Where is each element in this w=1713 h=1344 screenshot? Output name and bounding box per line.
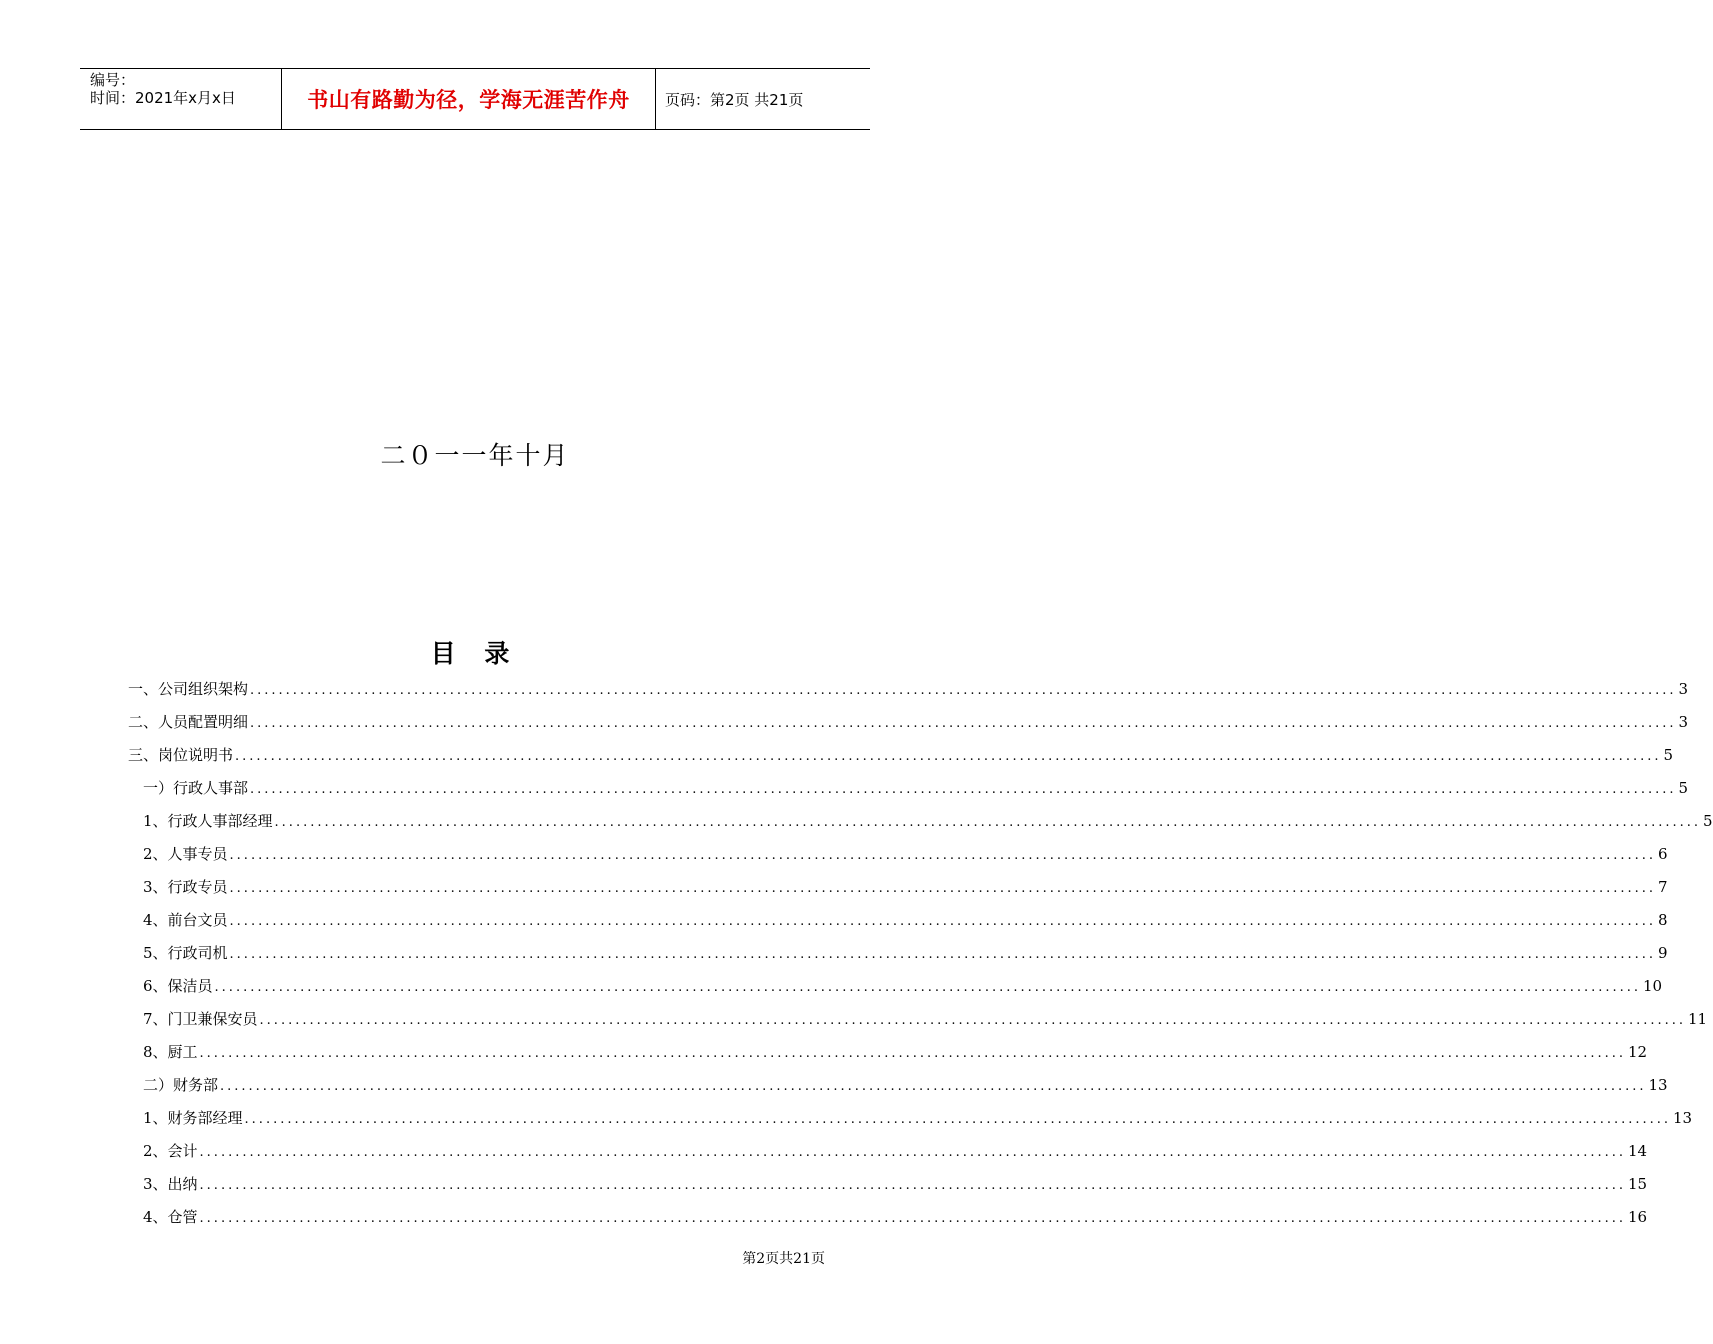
header-page-info: 页码：第2页 共21页 [665,90,804,109]
toc-title: 目 录 [430,639,520,668]
toc-entry[interactable] [128,676,1689,709]
toc-dot-leader: ........................................................................................................................................................................................................ [229,848,1657,863]
toc-dot-leader: ........................................................................................................................................................................................................ [220,1079,1647,1094]
toc-entry-label: 三、岗位说明书 [128,746,234,764]
toc-entry[interactable] [128,775,1689,808]
toc-entry[interactable] [128,973,1663,1006]
toc-dot-leader: ........................................................................................................................................................................................................ [259,1013,1687,1028]
toc-entry-page: 7 [1658,878,1668,896]
page-footer: 第2页共21页 [742,1251,825,1267]
toc-entry-page: 5 [1703,812,1713,830]
toc-dot-leader: ........................................................................................................................................................................................................ [235,749,1662,764]
toc-entry-page: 5 [1678,779,1689,797]
toc-entry-page: 11 [1688,1010,1708,1028]
table-of-contents [128,676,1713,1237]
toc-entry-label: 5、行政司机 [143,944,228,962]
toc-entry[interactable] [128,907,1668,940]
toc-entry-label: 4、前台文员 [143,911,228,929]
toc-entry[interactable] [128,709,1689,742]
toc-dot-leader: ........................................................................................................................................................................................................ [199,1178,1627,1193]
toc-entry-page: 3 [1678,680,1689,698]
toc-entry[interactable] [128,1171,1648,1204]
toc-dot-leader: ........................................................................................................................................................................................................ [244,1112,1672,1127]
page-header [80,68,870,130]
toc-entry[interactable] [128,841,1668,874]
toc-entry-page: 16 [1628,1208,1648,1226]
toc-entry[interactable] [128,1138,1648,1171]
header-motto-cell [281,69,656,129]
toc-entry[interactable] [128,1204,1648,1237]
header-motto: 书山有路勤为径，学海无涯苦作舟 [307,88,630,112]
toc-entry-page: 12 [1628,1043,1648,1061]
toc-entry-label: 二、人员配置明细 [128,713,249,731]
toc-entry-label: 7、门卫兼保安员 [143,1010,258,1028]
toc-entry-label: 3、出纳 [143,1175,198,1193]
toc-entry-label: 二）财务部 [143,1076,219,1094]
toc-entry-page: 9 [1658,944,1668,962]
toc-entry[interactable] [128,874,1668,907]
toc-dot-leader: ........................................................................................................................................................................................................ [274,815,1702,830]
toc-dot-leader: ........................................................................................................................................................................................................ [229,914,1657,929]
toc-entry-page: 13 [1673,1109,1693,1127]
toc-entry-label: 1、行政人事部经理 [143,812,273,830]
toc-entry[interactable] [128,1072,1668,1105]
toc-entry[interactable] [128,940,1668,973]
toc-entry-page: 14 [1628,1142,1648,1160]
toc-entry-page: 8 [1658,911,1668,929]
toc-entry-page: 6 [1658,845,1668,863]
toc-dot-leader: ........................................................................................................................................................................................................ [229,881,1657,896]
toc-entry-label: 4、仓管 [143,1208,198,1226]
toc-dot-leader: ........................................................................................................................................................................................................ [229,947,1657,962]
toc-dot-leader: ........................................................................................................................................................................................................ [214,980,1642,995]
toc-entry[interactable] [128,1105,1693,1138]
toc-entry[interactable] [128,1039,1648,1072]
toc-entry-label: 8、厨工 [143,1043,198,1061]
toc-dot-leader: ........................................................................................................................................................................................................ [250,716,1677,731]
header-page-cell [655,69,880,129]
header-meta [80,69,280,129]
header-time-label: 时间：2021年x月x日 [90,89,236,107]
toc-entry-page: 13 [1648,1076,1668,1094]
toc-dot-leader: ........................................................................................................................................................................................................ [250,782,1677,797]
date-title: 二０一一年十月 [380,441,570,470]
toc-entry-page: 10 [1643,977,1663,995]
toc-entry-page: 5 [1663,746,1674,764]
toc-entry-label: 2、人事专员 [143,845,228,863]
toc-entry-page: 15 [1628,1175,1648,1193]
toc-entry-label: 一、公司组织架构 [128,680,249,698]
toc-dot-leader: ........................................................................................................................................................................................................ [199,1145,1627,1160]
toc-entry[interactable] [128,742,1674,775]
toc-entry-label: 3、行政专员 [143,878,228,896]
toc-entry[interactable] [128,808,1713,841]
toc-entry[interactable] [128,1006,1708,1039]
toc-dot-leader: ........................................................................................................................................................................................................ [199,1211,1627,1226]
toc-entry-label: 一）行政人事部 [143,779,249,797]
toc-entry-page: 3 [1678,713,1689,731]
header-number-label: 编号： [90,71,136,89]
toc-dot-leader: ........................................................................................................................................................................................................ [199,1046,1627,1061]
toc-entry-label: 1、财务部经理 [143,1109,243,1127]
toc-dot-leader: ........................................................................................................................................................................................................ [250,683,1677,698]
toc-entry-label: 6、保洁员 [143,977,213,995]
toc-entry-label: 2、会计 [143,1142,198,1160]
